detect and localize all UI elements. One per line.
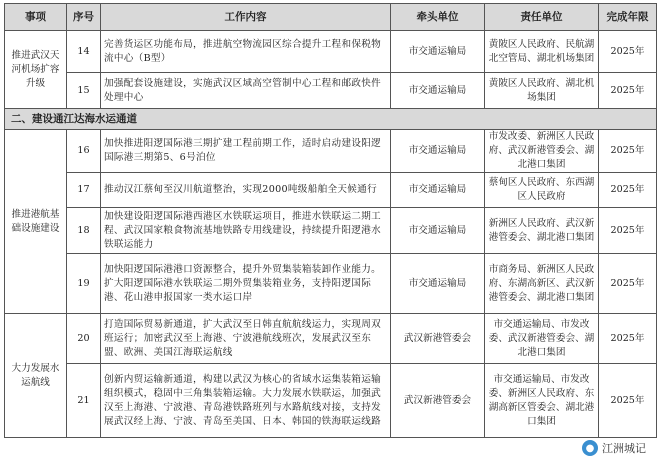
work-plan-table — [4, 3, 657, 438]
row-lead: 武汉新港管委会 — [391, 314, 485, 364]
row-content: 完善货运区功能布局，推进航空物流园区综合提升工程和保税物流中心（B型） — [101, 31, 391, 73]
table-row — [5, 130, 657, 173]
row-lead: 市交通运输局 — [391, 208, 485, 254]
group-label: 推进武汉天河机场扩容升级 — [5, 31, 67, 109]
table-row — [5, 364, 657, 438]
row-num: 16 — [67, 130, 101, 173]
row-num: 19 — [67, 254, 101, 314]
row-content: 创新内贸运输新通道，构建以武汉为核心的省域水运集装箱运输组织模式，稳固中三角集装箱运输。大力发展水铁联运，加强武汉至上海港、宁波港、青岛港铁路班列与水路航线对接，支持发展武汉经上海、宁波、青岛至美国、日本、韩国的铁海联运线路 — [101, 364, 391, 438]
table-row — [5, 254, 657, 314]
header-num: 序号 — [67, 4, 101, 31]
row-content: 打造国际贸易新通道，扩大武汉至日韩直航航线运力，实现周双班运行；加密武汉至上海港、宁波港航线班次，发展武汉至东盟、欧洲、美国江海联运航线 — [101, 314, 391, 364]
watermark — [578, 438, 652, 458]
row-content: 推动汉江蔡甸至汉川航道整治，实现2000吨级船舶全天候通行 — [101, 173, 391, 208]
row-resp: 市交通运输局、市发改委、武汉新港管委会、湖北港口集团 — [485, 314, 599, 364]
row-lead: 市交通运输局 — [391, 254, 485, 314]
table-row — [5, 314, 657, 364]
table-row — [5, 31, 657, 73]
row-num: 21 — [67, 364, 101, 438]
row-resp: 蔡甸区人民政府、东西湖区人民政府 — [485, 173, 599, 208]
row-content: 加快阳逻国际港港口资源整合，提升外贸集装箱装卸作业能力。扩大阳逻国际港水铁联运二期外贸集装箱业务，支持阳逻国际港、花山港申报国家一类水运口岸 — [101, 254, 391, 314]
table-row — [5, 208, 657, 254]
row-num: 15 — [67, 73, 101, 109]
header-resp: 责任单位 — [485, 4, 599, 31]
row-year: 2025年 — [599, 208, 657, 254]
row-lead: 武汉新港管委会 — [391, 364, 485, 438]
row-year: 2025年 — [599, 173, 657, 208]
chat-bubble-icon: ● — [582, 440, 598, 456]
watermark-text: 江洲城记 — [602, 442, 646, 455]
row-lead: 市交通运输局 — [391, 31, 485, 73]
table-row — [5, 173, 657, 208]
section-title: 二、建设通江达海水运通道 — [5, 109, 657, 130]
row-resp: 新洲区人民政府、武汉新港管委会、湖北港口集团 — [485, 208, 599, 254]
row-resp: 市商务局、新洲区人民政府、东湖高新区、武汉新港管委会、湖北港口集团 — [485, 254, 599, 314]
row-year: 2025年 — [599, 254, 657, 314]
row-num: 14 — [67, 31, 101, 73]
row-lead: 市交通运输局 — [391, 130, 485, 173]
row-content: 加快建设阳逻国际港西港区水铁联运项目，推进水铁联运二期工程、武汉国家粮食物流基地铁路专用线建设，持续提升阳逻港水铁联运能力 — [101, 208, 391, 254]
row-num: 20 — [67, 314, 101, 364]
header-content: 工作内容 — [101, 4, 391, 31]
row-year: 2025年 — [599, 364, 657, 438]
table-row — [5, 73, 657, 109]
row-resp: 市发改委、新洲区人民政府、武汉新港管委会、湖北港口集团 — [485, 130, 599, 173]
row-year: 2025年 — [599, 314, 657, 364]
row-num: 18 — [67, 208, 101, 254]
row-num: 17 — [67, 173, 101, 208]
row-content: 加快推进阳逻国际港三期扩建工程前期工作，适时启动建设阳逻国际港三期第5、6号泊位 — [101, 130, 391, 173]
row-year: 2025年 — [599, 73, 657, 109]
header-lead: 牵头单位 — [391, 4, 485, 31]
header-row — [5, 4, 657, 31]
group-label: 推进港航基础设施建设 — [5, 130, 67, 314]
section-row — [5, 109, 657, 130]
group-label: 大力发展水运航线 — [5, 314, 67, 438]
header-item: 事项 — [5, 4, 67, 31]
row-content: 加强配套设施建设，实施武汉区域高空管制中心工程和邮政快件处理中心 — [101, 73, 391, 109]
row-lead: 市交通运输局 — [391, 173, 485, 208]
row-year: 2025年 — [599, 31, 657, 73]
row-year: 2025年 — [599, 130, 657, 173]
row-resp: 黄陂区人民政府、湖北机场集团 — [485, 73, 599, 109]
row-lead: 市交通运输局 — [391, 73, 485, 109]
row-resp: 市交通运输局、市发改委、新洲区人民政府、东湖高新区管委会、湖北港口集团 — [485, 364, 599, 438]
row-resp: 黄陂区人民政府、民航湖北空管局、湖北机场集团 — [485, 31, 599, 73]
header-deadline: 完成年限 — [599, 4, 657, 31]
